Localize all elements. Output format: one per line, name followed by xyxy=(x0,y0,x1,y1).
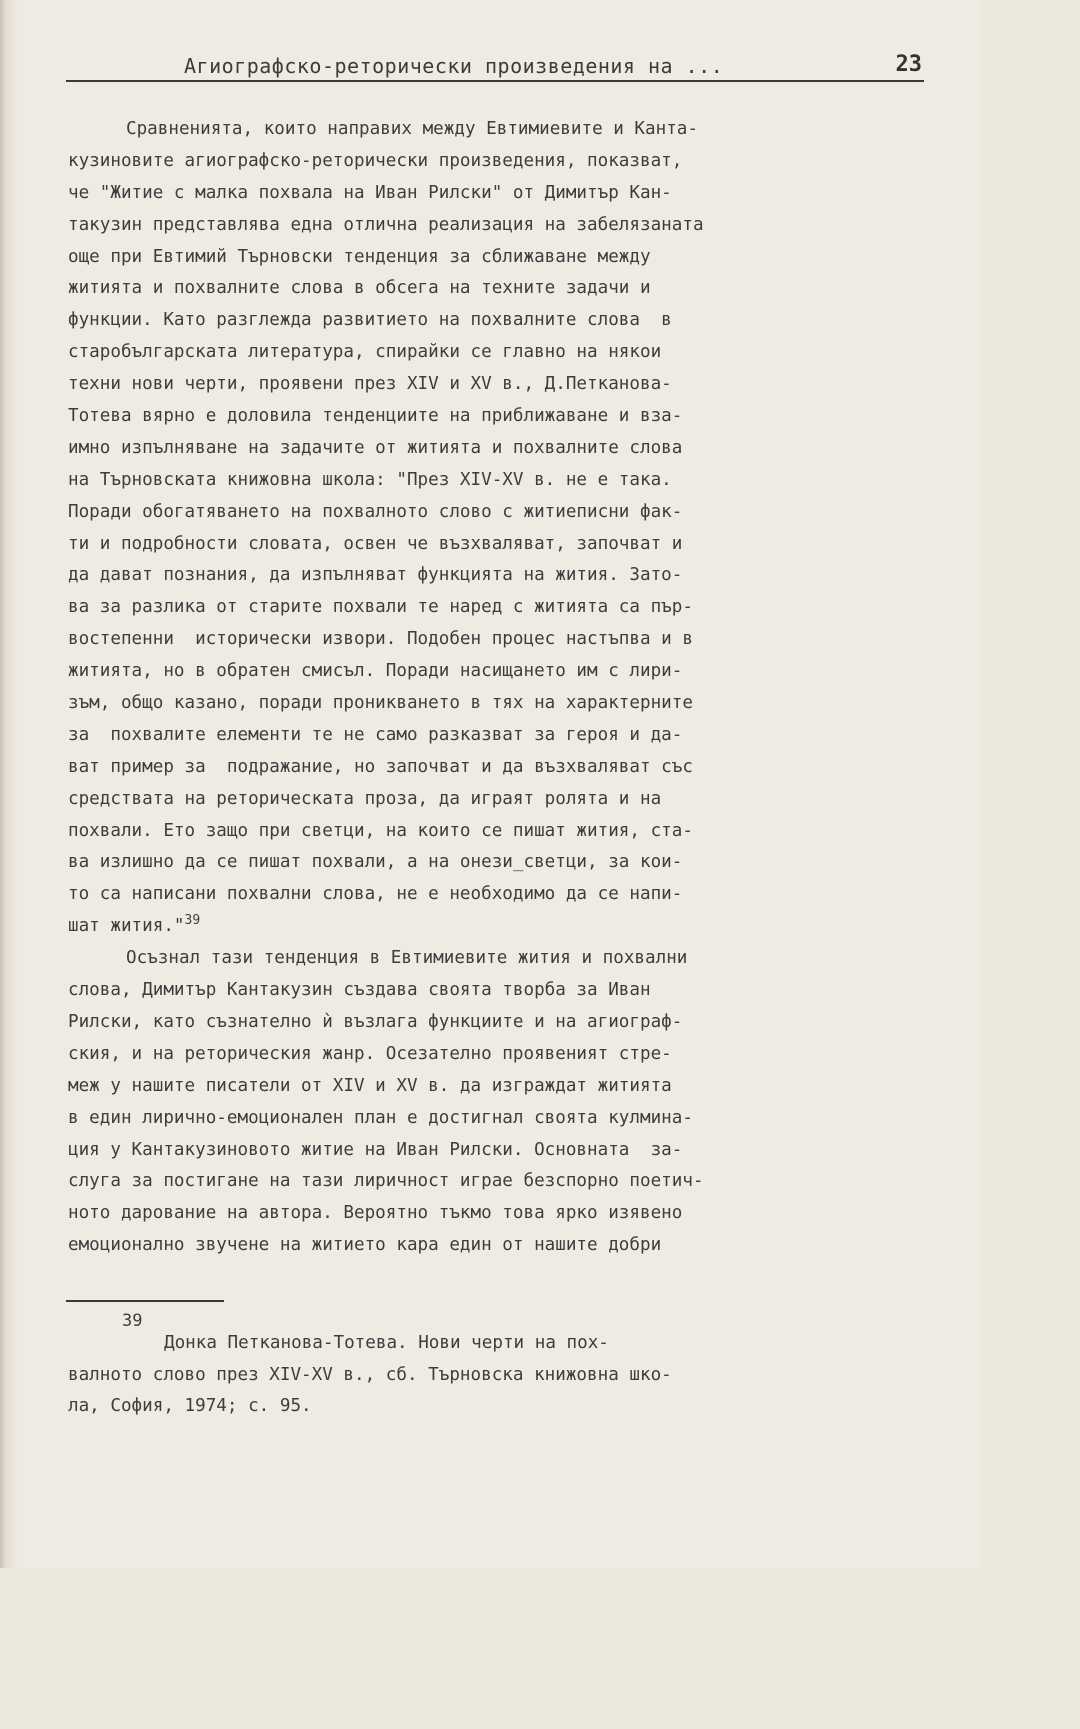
text-line: слова, Димитър Кантакузин създава своята творба за Иван xyxy=(68,980,651,1001)
text-line: Тотева вярно е доловила тенденциите на приближаване и вза- xyxy=(68,406,683,427)
text-line: ва излишно да се пишат похвали, а на онези_светци, за кои- xyxy=(68,852,683,873)
text-line: че "Житие с малка похвала на Иван Рилски" от Димитър Кан- xyxy=(68,182,672,203)
footnote-divider xyxy=(66,1300,224,1302)
footnote-line: Донка Петканова-Тотева. Нови черти на пох- xyxy=(164,1333,609,1353)
page-header xyxy=(66,52,924,82)
text-line: Осъзнал тази тенденция в Евтимиевите жития и похвални xyxy=(126,948,688,969)
page-number: 23 xyxy=(895,52,922,77)
text-line: кузиновите агиографско-реторически произведения, показват, xyxy=(68,150,683,171)
text-line: в един лирично-емоционален план е достигнал своята кулмина- xyxy=(68,1107,693,1128)
footnote-reference: 39 xyxy=(184,913,201,929)
text-line: ския, и на реторическия жанр. Осезателно проявеният стре- xyxy=(68,1043,672,1064)
text-line: такузин представлява една отлична реализация на забелязаната xyxy=(68,214,704,235)
text-line: ти и подробности словата, освен че възхваляват, започват и xyxy=(68,533,683,554)
main-text xyxy=(68,114,930,1262)
text-line: меж у нашите писатели от XIV и XV в. да изграждат житията xyxy=(68,1075,672,1096)
text-line: житията и похвалните слова в обсега на техните задачи и xyxy=(68,278,651,299)
text-line: Сравненията, които направих между Евтимиевите и Канта- xyxy=(126,119,698,139)
text-line: ция у Кантакузиновото житие на Иван Рилски. Основната за- xyxy=(68,1139,683,1160)
text-line: старобългарската литература, спирайки се главно на някои xyxy=(68,342,662,363)
text-line: Поради обогатяването на похвалното слово с житиеписни фак- xyxy=(68,501,683,522)
text-line: слуга за постигане на тази лиричност играе безспорно поетич- xyxy=(68,1171,704,1192)
text-line-with-footnote-ref xyxy=(68,911,930,943)
text-line: средствата на реторическата проза, да играят ролята и на xyxy=(68,788,662,809)
text-line: востепенни исторически извори. Подобен процес настъпва и в xyxy=(68,629,693,650)
text-line: техни нови черти, проявени през XIV и XV в., Д.Петканова- xyxy=(68,374,672,395)
text-line: на Търновската книжовна школа: "През XIV-XV в. не е така. xyxy=(68,469,672,490)
text-line: зъм, общо казано, поради проникването в тях на характерните xyxy=(68,693,693,714)
text-line: то са написани похвални слова, не е необходимо да се напи- xyxy=(68,884,683,905)
text-line: Рилски, като съзнателно ѝ възлага функциите и на агиограф- xyxy=(68,1011,683,1032)
text-line: житията, но в обратен смисъл. Поради насищането им с лири- xyxy=(68,661,683,682)
text-line: имно изпълняване на задачите от житията и похвалните слова xyxy=(68,437,683,458)
text-line: да дават познания, да изпълняват функцията на жития. Зато- xyxy=(68,565,683,586)
text-line: функции. Като разглежда развитието на похвалните слова в xyxy=(68,310,672,331)
footnote-line: ла, София, 1974; с. 95. xyxy=(68,1396,312,1416)
text-line: още при Евтимий Търновски тенденция за сближаване между xyxy=(68,246,651,267)
text-line: емоционално звучене на житието кара един от нашите добри xyxy=(68,1235,662,1256)
footnote-line: валното слово през XIV-XV в., сб. Търновска книжовна шко- xyxy=(68,1364,672,1385)
text-line: шат жития." xyxy=(68,916,185,937)
footnote-number: 39 xyxy=(122,1311,143,1331)
text-line: ват пример за подражание, но започват и да възхваляват със xyxy=(68,756,693,777)
text-line: ното дарование на автора. Вероятно тъкмо това ярко изявено xyxy=(68,1203,683,1224)
text-line: похвали. Ето защо при светци, на които се пишат жития, ста- xyxy=(68,820,693,841)
footnote xyxy=(68,1312,930,1423)
text-line: за похвалите елементи те не само разказват за героя и да- xyxy=(68,724,683,745)
text-line: ва за разлика от старите похвали те наред с житията са пър- xyxy=(68,597,693,618)
running-title: Агиографско-реторически произведения на ... xyxy=(184,54,724,78)
